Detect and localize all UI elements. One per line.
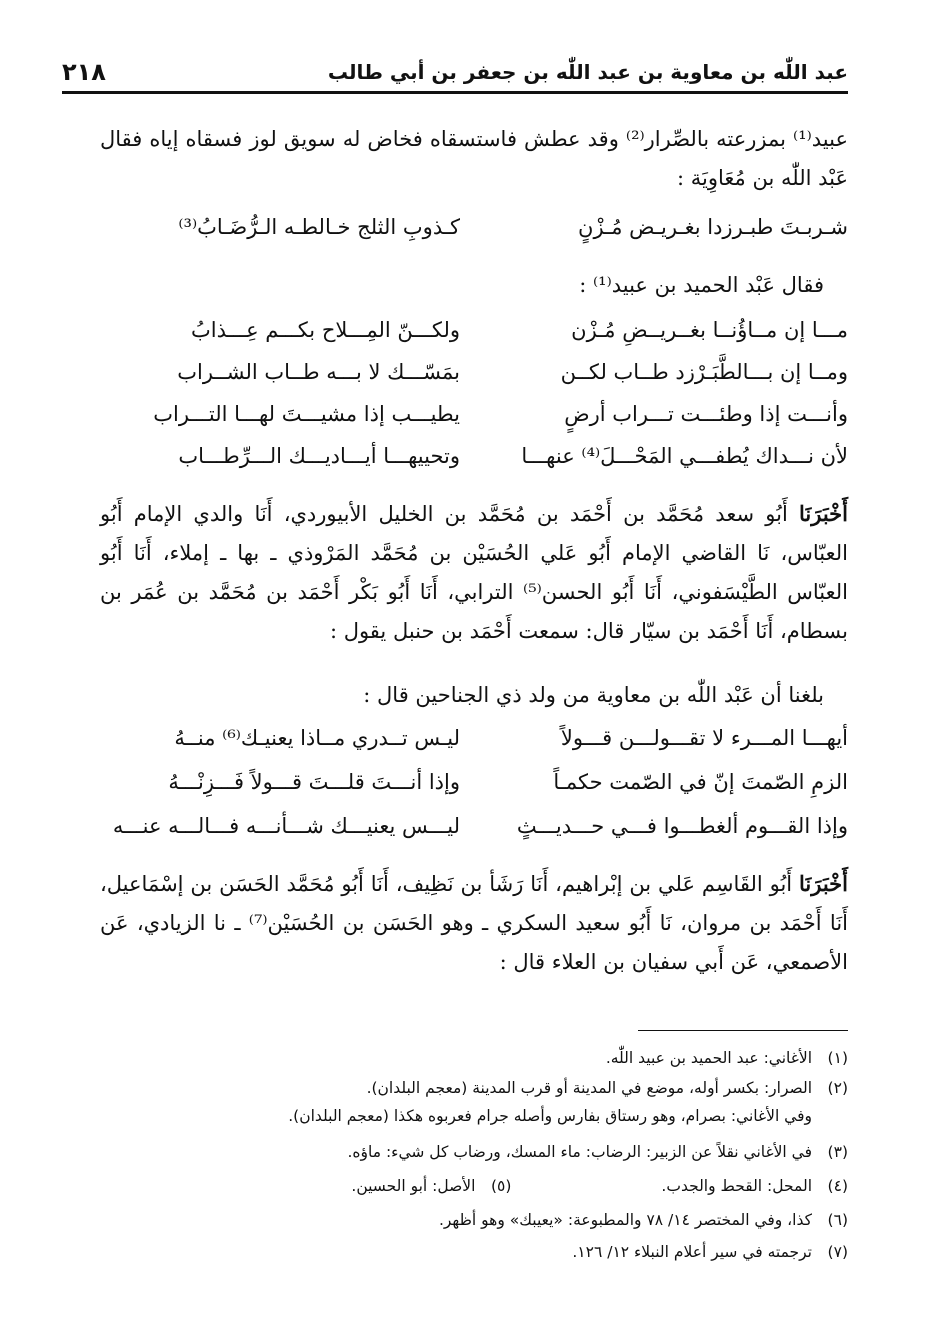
verse-line [100, 360, 848, 398]
verse-first-hemistich: وإذا القـــوم ألغطـــوا فـــي حـــديـــثٍ [516, 814, 848, 838]
verse-second-hemistich: يطيـــب إذا مشيـــتَ لهـــا التـــراب [153, 402, 460, 426]
footnote-text: وفي الأغاني: بصرام، وهو رستاق بفارس وأصله جرام فعربوه هكذا (معجم البلدان). [288, 1107, 812, 1125]
footnote-number: (٦) [827, 1211, 848, 1229]
footnote-number: (٣) [827, 1143, 848, 1161]
footnote-number: (٤) [827, 1177, 848, 1195]
paragraph-text: أَبُو القَاسِم عَلي بن إبْراهيم، أَنَا رَشَأ بن نَظِيف، أَنَا أَبُو مُحَمَّد الحَسَن بن إسْمَاعيل، أَنَا أَحْمَد بن مروان، نَا أَبُو سعيد السكري ـ وهو الحَسَن بن الحُسَيْن⁽⁷⁾ ـ نا الزيادي، عَن الأصمعي، عَن أَبي سفيان بن العلاء قال : [100, 872, 848, 974]
footnote-text: ترجمته في سير أعلام النبلاء ١٢/ ١٢٦. [572, 1243, 812, 1261]
header-rule [62, 91, 848, 94]
verse-first-hemistich: مـــا إن مــاؤُنــا بغــريــضِ مُـزْن [571, 318, 848, 342]
verse-first-hemistich: لأن نـــداك يُطفـــي المَحْـــلَ⁽⁴⁾ عنهـــا [521, 444, 848, 468]
footnote-text: الأصل: أبو الحسين. [351, 1177, 476, 1195]
footnote-text: في الأغاني نقلاً عن الزبير: الرضاب: ماء المسك، ورضاب كل شيء: ماؤه. [347, 1143, 812, 1161]
verse-line [100, 318, 848, 356]
footnote-number: (٢) [827, 1079, 848, 1097]
verse-first-hemistich: الزمِ الصّمتَ إنّ في الصّمت حكمـاً [553, 770, 848, 794]
footnote-text: المحل: القحط والجدب. [661, 1177, 812, 1195]
footnote-separator [638, 1030, 848, 1031]
footnote-text: الصرار: بكسر أوله، موضع في المدينة أو قرب المدينة (معجم البلدان). [366, 1079, 812, 1097]
paragraph-text: أَبُو سعد مُحَمَّد بن أَحْمَد بن مُحَمَّد بن الخليل الأبيوردي، أَنَا والدي الإمام أَبُو العبّاس، نَا القاضي الإمام أَبُو عَلي الحُسَيْن بن مُحَمَّد المَرْوذي ـ بها ـ إملاء، أَنَا أَبُو العبّاس الطَّيْسَفوني، أَنَا أَبُو الحسن⁽⁵⁾ الترابي، أَنَا أَبُو بَكْر أَحْمَد بن مُحَمَّد بن عُمَر بن بسطام، أَنَا أَحْمَد بن سيّار قال: سمعت أَحْمَد بن حنبل يقول : [100, 502, 848, 643]
verse-line [100, 402, 848, 440]
verse-first-hemistich: وأنـــت إذا وطئـــت تـــراب أرضٍ [564, 402, 848, 426]
footnote [88, 1140, 848, 1164]
verse-line [100, 814, 848, 852]
paragraph-isnad-1 [100, 494, 848, 651]
verse-line [100, 215, 848, 253]
verse-second-hemistich: كـذوبِ الثلج خـالطـه الـرُّضَـابُ⁽³⁾ [178, 215, 460, 239]
verse-line [100, 444, 848, 482]
running-title: عبد اللّٰه بن معاوية بن عبد اللّٰه بن جعفر بن أبي طالب [327, 60, 848, 84]
narration-line: بلغنا أن عَبْد اللّٰه بن معاوية من ولد ذي الجناحين قال : [363, 683, 824, 707]
verse-second-hemistich: بمَسّـــك لا بـــه طــاب الشــراب [177, 360, 460, 384]
verse-line [100, 770, 848, 808]
footnote-number: (١) [827, 1049, 848, 1067]
akhbarana-keyword: أَخْبَرَنَا [799, 871, 848, 896]
footnote-number: (٥) [490, 1177, 512, 1195]
verse-second-hemistich: ليـس تــدري مــاذا يعنيـك⁽⁶⁾ منــهُ [174, 726, 460, 750]
verse-first-hemistich: أيهـــا المـــرء لا تقـــولـــن قـــولاً [560, 726, 848, 750]
verse-second-hemistich: وإذا أنـــتَ قلـــتَ قـــولاً فَـــزِنْـــهُ [168, 770, 460, 794]
footnote [88, 1240, 848, 1264]
paragraph-opening: عبيد⁽¹⁾ بمزرعته بالصِّرار⁽²⁾ وقد عطش فاستسقاه فخاض له سويق لوز فسقاه إياه فقال عَبْد اللّٰه بن مُعَاوِيَة : [100, 127, 848, 190]
footnote-number: (٧) [827, 1243, 848, 1261]
page-header [62, 52, 848, 92]
footnote [88, 1076, 848, 1100]
verse-line [100, 726, 848, 764]
page-number: ٢١٨ [62, 58, 106, 86]
verse-second-hemistich: ليـــس يعنيـــك شـــأنـــه فـــالـــه عنـــه [112, 814, 460, 838]
verse-second-hemistich: وتحييهـــا أيـــاديـــك الـــرِّطـــاب [178, 444, 460, 468]
footnote [88, 1046, 848, 1070]
footnote [88, 1104, 848, 1128]
paragraph-isnad-2 [100, 864, 848, 982]
footnote [88, 1208, 848, 1232]
verse-first-hemistich: شـربـتَ طبـرزدا بغـريـض مُـزْنٍ [578, 215, 848, 239]
verse-second-hemistich: ولكـــنّ المِـــلاح بكـــم عِـــذابُ [190, 318, 460, 342]
verse-first-hemistich: ومــا إن بـــالطَّبَـرْزد طــاب لكــن [560, 360, 848, 384]
footnote-text: الأغاني: عبد الحميد بن عبيد اللّٰه. [605, 1049, 812, 1067]
akhbarana-keyword: أَخْبَرَنَا [799, 501, 848, 526]
narration-line: فقال عَبْد الحميد بن عبيد⁽¹⁾ : [579, 273, 824, 297]
footnote-text: كذا، وفي المختصر ١٤/ ٧٨ والمطبوعة: «يعيبك» وهو أظهر. [438, 1211, 812, 1229]
footnote [88, 1174, 848, 1198]
